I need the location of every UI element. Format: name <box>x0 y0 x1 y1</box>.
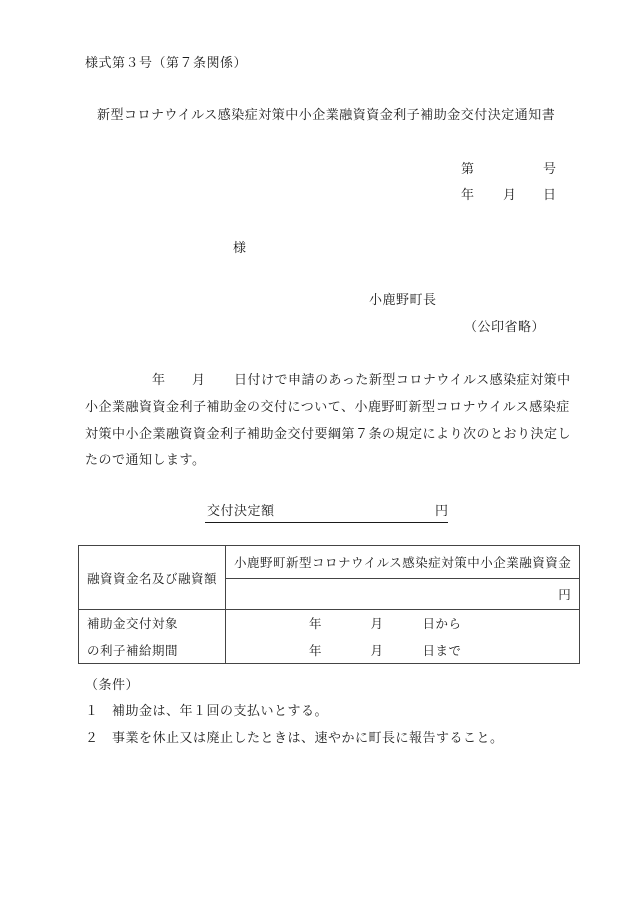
addressee-suffix: 様 <box>233 241 247 256</box>
document-title: 新型コロナウイルス感染症対策中小企業融資資金利子補助金交付決定通知書 <box>97 108 556 123</box>
issuer-name: 小鹿野町長 <box>369 293 437 308</box>
conditions-heading: （条件） <box>85 678 140 693</box>
loan-name-value: 小鹿野町新型コロナウイルス感染症対策中小企業融資資金 <box>234 555 572 570</box>
loan-amount-cell <box>226 579 580 610</box>
period-to-cell <box>226 637 580 664</box>
loan-name-label: 融資資金名及び融資額 <box>87 570 218 586</box>
condition-2-num: ２ <box>85 731 99 746</box>
ref-no-suffix: 号 <box>543 162 557 177</box>
period-to-year: 年 <box>309 642 323 658</box>
date-month: 月 <box>503 188 517 203</box>
loan-name-label-cell <box>79 546 226 610</box>
loan-info-table <box>78 545 580 664</box>
body-line-1: 日付けで申請のあった新型コロナウイルス感染症対策中 <box>234 373 571 388</box>
period-label-cell-1 <box>79 610 226 637</box>
period-from-cell <box>226 610 580 637</box>
loan-name-cell <box>226 546 580 579</box>
period-label-1: 補助金交付対象 <box>87 616 179 632</box>
decision-label: 交付決定額 <box>207 504 275 519</box>
decision-unit: 円 <box>435 504 449 519</box>
period-to-month: 月 <box>370 642 384 658</box>
period-to-day: 日まで <box>422 642 462 658</box>
form-number: 様式第３号（第７条関係） <box>85 56 248 71</box>
body-line-4: たので通知します。 <box>85 453 206 468</box>
period-from-year: 年 <box>309 616 323 632</box>
body-month: 月 <box>192 373 206 388</box>
condition-2-text: 事業を休止又は廃止したときは、速やかに町長に報告すること。 <box>112 731 504 746</box>
body-year: 年 <box>152 373 166 388</box>
condition-1-num: １ <box>85 704 99 719</box>
body-line-3: 対策中小企業融資資金利子補助金交付要綱第７条の規定により次のとおり決定し <box>85 427 572 442</box>
period-from-day: 日から <box>422 616 462 632</box>
decision-underline <box>205 522 448 523</box>
period-label-cell-2 <box>79 637 226 664</box>
seal-note: （公印省略） <box>464 320 546 335</box>
date-day: 日 <box>543 188 557 203</box>
loan-amount-unit: 円 <box>558 587 572 602</box>
ref-no-prefix: 第 <box>461 162 475 177</box>
body-line-2: 小企業融資資金利子補助金の交付について、小鹿野町新型コロナウイルス感染症 <box>85 400 570 415</box>
date-year: 年 <box>461 188 475 203</box>
condition-1-text: 補助金は、年１回の支払いとする。 <box>112 704 329 719</box>
period-label-2: の利子補給期間 <box>87 642 179 658</box>
period-from-month: 月 <box>370 616 384 632</box>
